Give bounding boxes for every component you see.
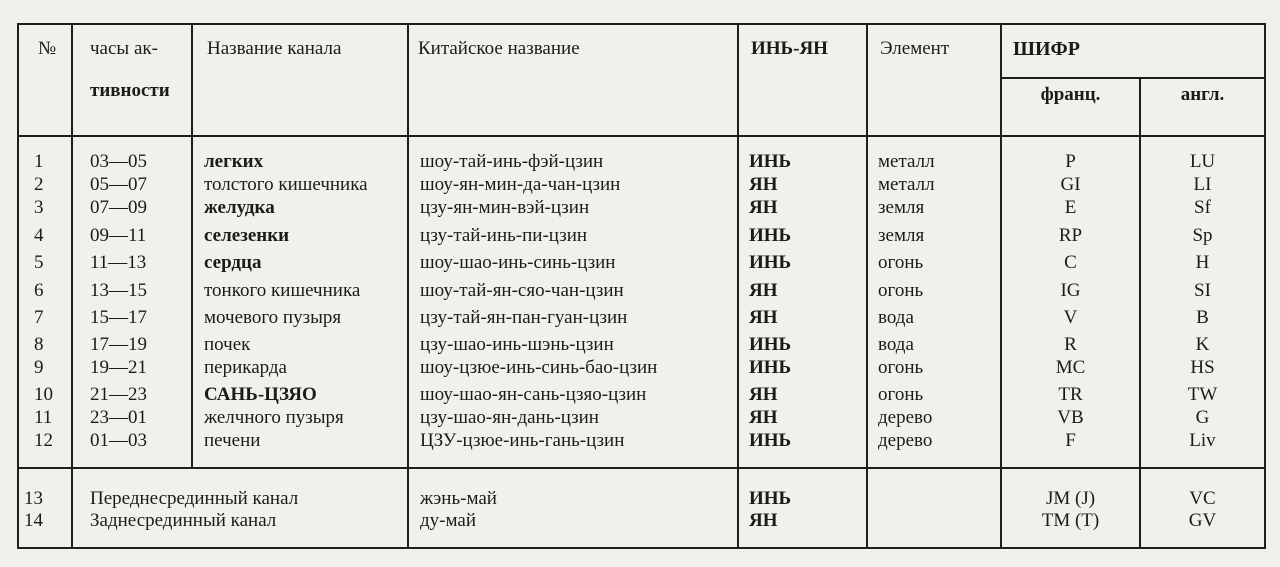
row-element: металл — [878, 151, 935, 172]
row-channel-name: легких — [204, 151, 264, 172]
rule-left — [17, 24, 19, 549]
extra-row-yinyang: ИНЬ — [749, 488, 792, 509]
row-num: 2 — [34, 174, 44, 195]
row-chinese-name: цзу-тай-ян-пан-гуан-цзин — [420, 307, 628, 328]
rule-col-name — [407, 24, 409, 549]
row-num: 11 — [34, 407, 53, 428]
row-hours: 19—21 — [90, 357, 147, 378]
row-channel-name: желудка — [204, 197, 275, 218]
row-hours: 21—23 — [90, 384, 147, 405]
row-cipher-english: Sf — [1194, 197, 1211, 218]
rule-col-chinese — [737, 24, 739, 549]
row-cipher-english: LI — [1193, 174, 1212, 195]
row-cipher-english: G — [1195, 407, 1210, 428]
rule-right — [1264, 24, 1266, 549]
row-yinyang: ИНЬ — [749, 151, 792, 172]
row-cipher-english: LU — [1189, 151, 1216, 172]
row-cipher-french: C — [1064, 252, 1077, 273]
extra-row-cipher-english: GV — [1188, 510, 1217, 531]
row-num: 7 — [34, 307, 44, 328]
row-chinese-name: цзу-шао-инь-шэнь-цзин — [420, 334, 614, 355]
row-channel-name: желчного пузыря — [204, 407, 344, 428]
row-yinyang: ЯН — [749, 307, 778, 328]
extra-row-chinese-name: жэнь-май — [420, 488, 497, 509]
row-num: 8 — [34, 334, 44, 355]
header-cipher: ШИФР — [1013, 38, 1080, 60]
extra-row-cipher-french: TM (T) — [1041, 510, 1100, 531]
row-hours: 05—07 — [90, 174, 147, 195]
extra-row-cipher-english: VC — [1189, 488, 1216, 509]
row-cipher-english: Liv — [1189, 430, 1216, 451]
row-yinyang: ИНЬ — [749, 225, 792, 246]
extra-row-channel-name: Заднесрединный канал — [90, 510, 277, 531]
row-element: земля — [878, 197, 925, 218]
row-element: огонь — [878, 252, 924, 273]
row-channel-name: перикарда — [204, 357, 287, 378]
header-num: № — [38, 38, 57, 59]
row-cipher-french: GI — [1060, 174, 1081, 195]
rule-bottom — [17, 547, 1266, 549]
row-hours: 23—01 — [90, 407, 147, 428]
row-element: металл — [878, 174, 935, 195]
row-chinese-name: шоу-шао-инь-синь-цзин — [420, 252, 616, 273]
row-cipher-french: RP — [1058, 225, 1083, 246]
row-hours: 13—15 — [90, 280, 147, 301]
row-cipher-french: R — [1064, 334, 1077, 355]
row-element: огонь — [878, 384, 924, 405]
extra-row-cipher-french: JM (J) — [1045, 488, 1096, 509]
row-channel-name: мочевого пузыря — [204, 307, 342, 328]
extra-row-num: 13 — [24, 488, 43, 509]
extra-row-num: 14 — [24, 510, 43, 531]
row-yinyang: ИНЬ — [749, 334, 792, 355]
row-hours: 15—17 — [90, 307, 147, 328]
row-num: 1 — [34, 151, 44, 172]
header-chinese-name: Китайское название — [418, 38, 580, 59]
rule-col-num — [71, 24, 73, 549]
row-cipher-french: P — [1065, 151, 1076, 172]
row-num: 3 — [34, 197, 44, 218]
header-yinyang: ИНЬ-ЯН — [751, 38, 828, 59]
row-cipher-english: HS — [1190, 357, 1215, 378]
row-hours: 01—03 — [90, 430, 147, 451]
extra-row-yinyang: ЯН — [749, 510, 778, 531]
row-cipher-french: IG — [1060, 280, 1081, 301]
extra-row-channel-name: Переднесрединный канал — [90, 488, 299, 509]
row-chinese-name: ЦЗУ-цзюе-инь-гань-цзин — [420, 430, 625, 451]
row-hours: 03—05 — [90, 151, 147, 172]
row-num: 10 — [34, 384, 53, 405]
row-yinyang: ИНЬ — [749, 430, 792, 451]
row-element: земля — [878, 225, 925, 246]
rule-top — [17, 23, 1266, 25]
header-english: англ. — [1180, 84, 1225, 105]
row-chinese-name: шоу-тай-инь-фэй-цзин — [420, 151, 604, 172]
row-cipher-french: VB — [1057, 407, 1084, 428]
row-hours: 17—19 — [90, 334, 147, 355]
row-num: 4 — [34, 225, 44, 246]
row-hours: 07—09 — [90, 197, 147, 218]
row-yinyang: ЯН — [749, 280, 778, 301]
row-channel-name: печени — [204, 430, 261, 451]
row-num: 6 — [34, 280, 44, 301]
header-hours-line2: тивности — [90, 80, 170, 101]
row-cipher-english: SI — [1194, 280, 1211, 301]
header-element: Элемент — [880, 38, 950, 59]
rule-header-bottom — [17, 135, 1266, 137]
row-chinese-name: шоу-ян-мин-да-чан-цзин — [420, 174, 621, 195]
row-cipher-english: H — [1195, 252, 1210, 273]
row-chinese-name: шоу-тай-ян-сяо-чан-цзин — [420, 280, 624, 301]
row-cipher-english: Sp — [1192, 225, 1213, 246]
row-cipher-english: TW — [1187, 384, 1218, 405]
row-element: вода — [878, 307, 914, 328]
rule-col-yinyang — [866, 24, 868, 549]
row-chinese-name: шоу-цзюе-инь-синь-бао-цзин — [420, 357, 658, 378]
row-cipher-french: MC — [1055, 357, 1086, 378]
row-yinyang: ЯН — [749, 174, 778, 195]
header-channel-name: Название канала — [207, 38, 342, 59]
row-element: дерево — [878, 407, 933, 428]
row-cipher-english: B — [1196, 307, 1209, 328]
row-channel-name: селезенки — [204, 225, 290, 246]
row-channel-name: тонкого кишечника — [204, 280, 361, 301]
row-cipher-english: K — [1195, 334, 1210, 355]
rule-cipher-split — [1000, 77, 1266, 79]
rule-group-split — [17, 467, 1266, 469]
row-cipher-french: TR — [1058, 384, 1083, 405]
row-yinyang: ИНЬ — [749, 357, 792, 378]
row-num: 9 — [34, 357, 44, 378]
row-channel-name: САНЬ-ЦЗЯО — [204, 384, 317, 405]
row-yinyang: ЯН — [749, 197, 778, 218]
row-chinese-name: цзу-тай-инь-пи-цзин — [420, 225, 588, 246]
header-hours-line1: часы ак- — [90, 38, 158, 59]
row-element: огонь — [878, 280, 924, 301]
row-chinese-name: цзу-ян-мин-вэй-цзин — [420, 197, 590, 218]
row-yinyang: ЯН — [749, 384, 778, 405]
row-channel-name: почек — [204, 334, 251, 355]
row-element: дерево — [878, 430, 933, 451]
row-num: 12 — [34, 430, 53, 451]
row-channel-name: сердца — [204, 252, 262, 273]
row-cipher-french: E — [1064, 197, 1077, 218]
row-yinyang: ЯН — [749, 407, 778, 428]
row-hours: 09—11 — [90, 225, 147, 246]
row-hours: 11—13 — [90, 252, 147, 273]
row-cipher-french: V — [1063, 307, 1078, 328]
rule-col-hours — [191, 24, 193, 469]
row-chinese-name: цзу-шао-ян-дань-цзин — [420, 407, 599, 428]
row-chinese-name: шоу-шао-ян-сань-цзяо-цзин — [420, 384, 647, 405]
row-yinyang: ИНЬ — [749, 252, 792, 273]
row-cipher-french: F — [1065, 430, 1076, 451]
row-num: 5 — [34, 252, 44, 273]
header-french: франц. — [1040, 84, 1101, 105]
row-element: вода — [878, 334, 914, 355]
row-channel-name: толстого кишечника — [204, 174, 368, 195]
row-element: огонь — [878, 357, 924, 378]
extra-row-chinese-name: ду-май — [420, 510, 476, 531]
